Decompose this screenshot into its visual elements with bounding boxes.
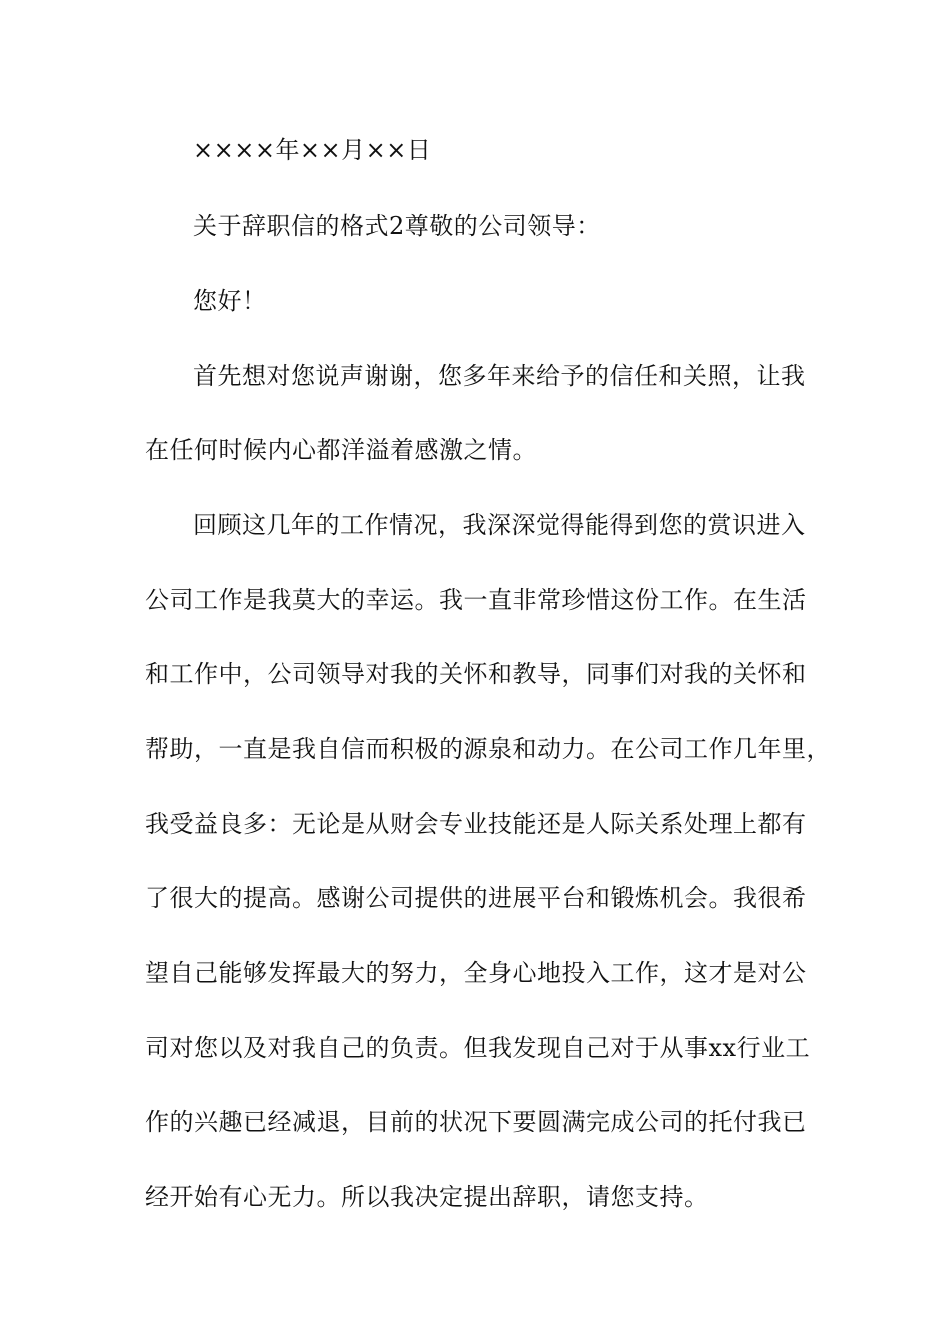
body-line: 首先想对您说声谢谢，您多年来给予的信任和关照，让我 <box>193 362 806 390</box>
subject-line: 关于辞职信的格式2尊敬的公司领导： <box>193 212 601 240</box>
body-line: 司对您以及对我自己的负责。但我发现自己对于从事xx行业工 <box>145 1034 811 1062</box>
body-line: 望自己能够发挥最大的努力，全身心地投入工作，这才是对公 <box>145 959 807 987</box>
body-line: 我受益良多：无论是从财会专业技能还是人际关系处理上都有 <box>145 810 807 838</box>
body-line: 回顾这几年的工作情况，我深深觉得能得到您的赏识进入 <box>193 511 806 539</box>
date-line: ××××年××月××日 <box>193 136 432 164</box>
body-line: 帮助，一直是我自信而积极的源泉和动力。在公司工作几年里， <box>145 735 831 763</box>
body-line: 了很大的提高。感谢公司提供的进展平台和锻炼机会。我很希 <box>145 884 807 912</box>
body-line: 作的兴趣已经减退，目前的状况下要圆满完成公司的托付我已 <box>145 1108 807 1136</box>
body-line: 在任何时候内心都洋溢着感激之情。 <box>145 436 537 464</box>
body-line: 公司工作是我莫大的幸运。我一直非常珍惜这份工作。在生活 <box>145 586 807 614</box>
body-line: 经开始有心无力。所以我决定提出辞职，请您支持。 <box>145 1183 709 1211</box>
body-line: 和工作中，公司领导对我的关怀和教导，同事们对我的关怀和 <box>145 660 807 688</box>
greeting: 您好！ <box>193 287 267 315</box>
